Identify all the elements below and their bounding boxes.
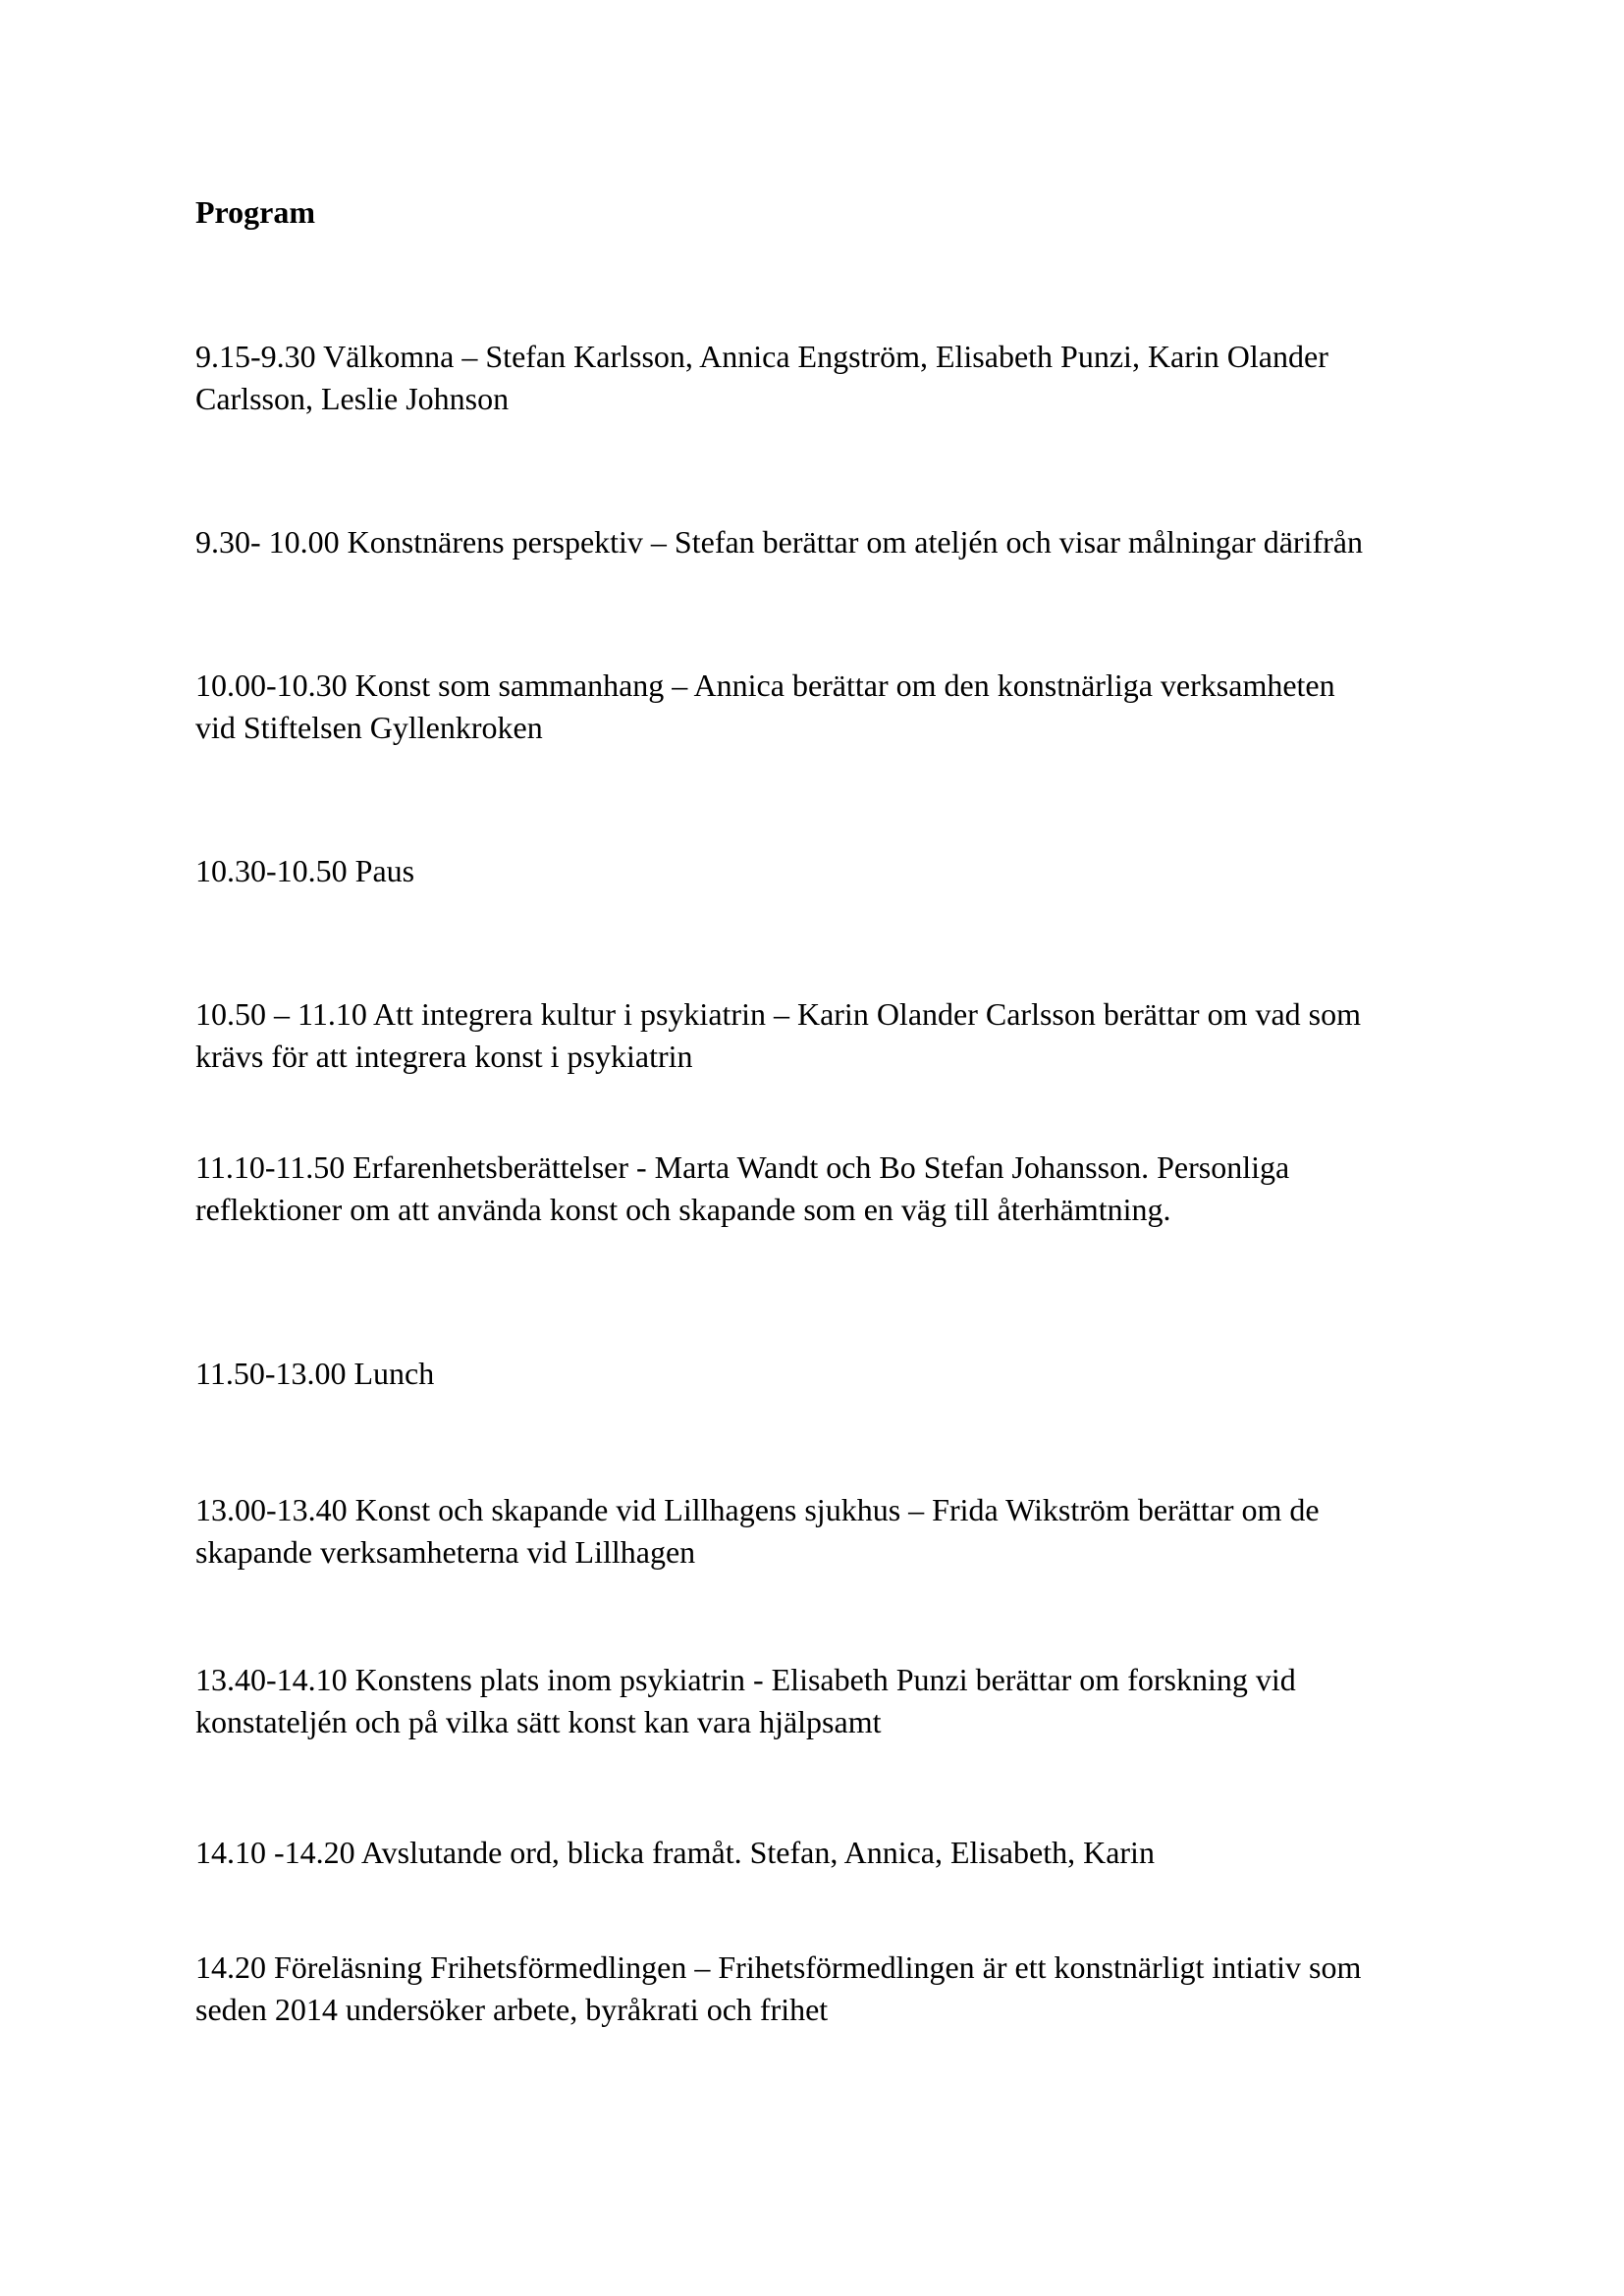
program-entry-experience-stories (195, 1147, 1452, 1231)
entry-line: 14.10 -14.20 Avslutande ord, blicka framåt. Stefan, Annica, Elisabeth, Karin (195, 1835, 1155, 1870)
program-entry-integrate-culture (195, 993, 1452, 1078)
entry-line: 11.50-13.00 Lunch (195, 1356, 435, 1391)
entry-line: konstateljén och på vilka sätt konst kan vara hjälpsamt (195, 1704, 882, 1739)
entry-line: 13.40-14.10 Konstens plats inom psykiatrin - Elisabeth Punzi berättar om forskning vid (195, 1662, 1296, 1697)
program-entry-artist-perspective (195, 521, 1452, 563)
entry-line: 14.20 Föreläsning Frihetsförmedlingen – Frihetsförmedlingen är ett konstnärligt intiativ som (195, 1949, 1362, 1985)
program-entry-lunch (195, 1353, 1452, 1395)
program-entry-lecture (195, 1947, 1452, 2031)
entry-line: 13.00-13.40 Konst och skapande vid Lillhagens sjukhus – Frida Wikström berättar om de (195, 1492, 1320, 1527)
program-entry-break (195, 850, 1452, 892)
program-entry-art-in-psychiatry (195, 1659, 1452, 1743)
entry-line: 10.50 – 11.10 Att integrera kultur i psykiatrin – Karin Olander Carlsson berättar om vad som (195, 996, 1362, 1032)
entry-line: seden 2014 undersöker arbete, byråkrati och frihet (195, 1992, 829, 2027)
entry-line: 10.30-10.50 Paus (195, 853, 415, 888)
program-entry-welcome (195, 336, 1452, 420)
entry-line: skapande verksamheterna vid Lillhagen (195, 1534, 696, 1570)
entry-line: vid Stiftelsen Gyllenkroken (195, 710, 543, 745)
page-title: Program (195, 194, 316, 230)
entry-line: reflektioner om att använda konst och skapande som en väg till återhämtning. (195, 1192, 1171, 1227)
entry-line: 11.10-11.50 Erfarenhetsberättelser - Marta Wandt och Bo Stefan Johansson. Personliga (195, 1149, 1290, 1185)
entry-line: 9.15-9.30 Välkomna – Stefan Karlsson, Annica Engström, Elisabeth Punzi, Karin Olander (195, 339, 1328, 374)
entry-line: Carlsson, Leslie Johnson (195, 381, 510, 416)
program-entry-art-as-context (195, 665, 1452, 749)
entry-line: krävs för att integrera konst i psykiatrin (195, 1039, 693, 1074)
program-entry-closing-words (195, 1832, 1452, 1874)
entry-line: 10.00-10.30 Konst som sammanhang – Annica berättar om den konstnärliga verksamheten (195, 667, 1335, 703)
program-entry-lillhagen (195, 1489, 1452, 1574)
entry-line: 9.30- 10.00 Konstnärens perspektiv – Stefan berättar om ateljén och visar målningar därifrån (195, 524, 1363, 560)
